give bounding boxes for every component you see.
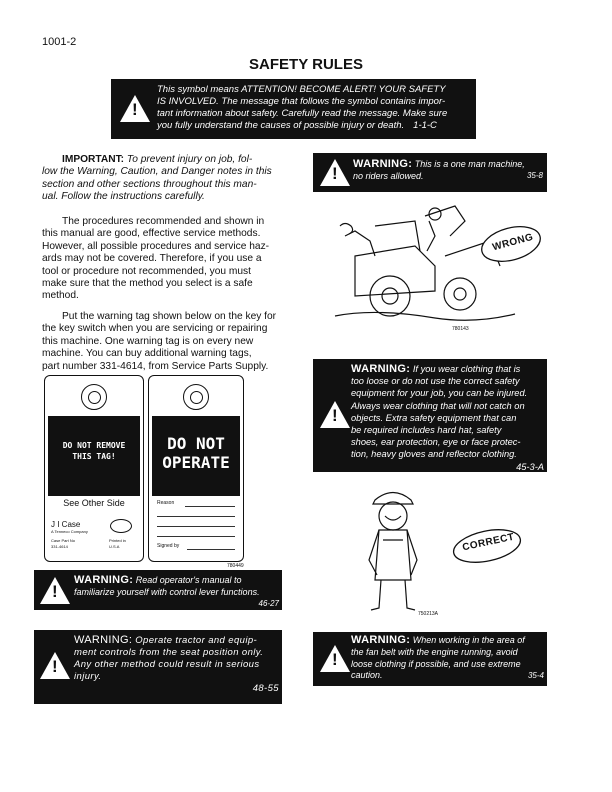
fig-wrong-code: 780143	[452, 326, 469, 332]
tag-reason-label: Reason	[157, 500, 175, 506]
warning-clothing-line: be required includes hard hat, safety	[351, 425, 502, 436]
tag-front-band	[48, 416, 140, 496]
tag-front-band-text: DO NOT REMOVE	[62, 441, 126, 450]
procedures-line: tool or procedure not recommended, you must	[42, 265, 251, 277]
warning-code: 45-3-A	[516, 461, 544, 472]
tag-part-label: Case Part No	[51, 538, 76, 543]
tag-reason-line	[185, 506, 235, 507]
important-note	[42, 154, 280, 204]
warning-operate-line: Operate tractor and equip-	[135, 635, 258, 646]
tag-company-sub: A Tenneco Company	[51, 529, 88, 534]
warning-label: WARNING:	[351, 634, 411, 646]
symbol-code: 1-1-C	[413, 120, 437, 131]
warning-triangle-icon: !	[320, 645, 350, 672]
tag-hole-icon	[81, 384, 107, 410]
warning-clothing-box	[313, 359, 547, 472]
tag-paragraph	[42, 311, 280, 373]
symbol-line: you fully understand the causes of possible injury or death. 1-1-C	[157, 120, 437, 131]
warning-manual-line: Read operator's manual to	[135, 575, 242, 585]
warning-label: WARNING:	[351, 363, 411, 375]
page-title: SAFETY RULES	[249, 56, 363, 73]
procedures-line: ards may not be covered. Therefore, if you use a	[42, 253, 262, 265]
tag-line	[157, 526, 235, 527]
warning-fanbelt-line: When working in the area of	[412, 635, 525, 645]
warning-fanbelt-line: the fan belt with the engine running, avoid	[351, 646, 518, 657]
procedures-line: The procedures recommended and shown in	[62, 216, 265, 227]
warning-operate-line: injury.	[74, 671, 102, 682]
warning-clothing-line: equipment for your job, you can be injured.	[351, 388, 528, 399]
procedures-line: method.	[42, 290, 79, 302]
symbol-explanation-box	[111, 79, 476, 139]
tag-line: this machine. One warning tag is on every new	[42, 335, 254, 347]
tag-line: machine. You can buy additional warning tags,	[42, 348, 252, 360]
warning-triangle-icon: !	[40, 577, 70, 604]
tag-back-band	[152, 416, 240, 496]
fig-tags-code: 780449	[227, 563, 244, 569]
correct-label: CORRECT	[461, 531, 516, 554]
tag-line: part number 331-4614, from Service Parts Supply.	[42, 360, 269, 372]
fig-correct-code: 750213A	[418, 611, 439, 617]
warning-clothing-line: objects. Extra safety equipment that can	[351, 412, 517, 423]
warning-manual-box	[34, 570, 282, 610]
warning-operate-line: ment controls from the seat position only.	[74, 647, 264, 658]
important-label: IMPORTANT:	[62, 154, 125, 165]
warning-code: 35-8	[526, 171, 543, 180]
procedures-line: However, all possible procedures and service haz-	[42, 240, 270, 252]
warning-code: 48-55	[252, 683, 279, 694]
warning-riders-line: This is a one man machine,	[414, 159, 525, 169]
warning-triangle-icon: !	[320, 401, 350, 428]
tag-company: J I Case	[51, 520, 81, 529]
procedures-line: make sure that the method you select is a safe	[42, 278, 253, 290]
warning-triangle-icon: !	[40, 652, 70, 679]
warning-clothing-line: If you wear clothing that is	[412, 364, 521, 374]
warning-operate-box	[34, 630, 282, 704]
important-line: ual. Follow the instructions carefully.	[42, 191, 205, 203]
warning-triangle-icon: !	[320, 159, 350, 186]
important-line: low the Warning, Caution, and Danger notes in this	[42, 166, 272, 178]
correct-illustration	[355, 480, 535, 615]
warning-clothing-line: tion, heavy gloves and reflector clothing.	[351, 449, 517, 460]
warning-fanbelt-box	[313, 632, 547, 686]
tag-signed-label: Signed by	[157, 543, 180, 549]
tag-line	[157, 536, 235, 537]
warning-clothing-line: Always wear clothing that will not catch on	[351, 400, 525, 411]
wrong-label: WRONG	[491, 231, 535, 254]
wrong-illustration	[315, 196, 547, 334]
see-other-side: See Other Side	[63, 498, 125, 508]
warning-clothing-line: too loose or do not use the correct safety	[351, 376, 520, 387]
warning-code: 35-4	[527, 671, 544, 681]
tag-printed-label: Printed in	[109, 538, 126, 543]
procedures-paragraph	[42, 216, 280, 303]
warning-label: WARNING:	[353, 158, 413, 170]
tag-line	[157, 516, 235, 517]
procedures-line: this manual are good, effective service methods.	[42, 228, 261, 240]
warning-code: 46-27	[258, 599, 279, 608]
tag-line: Put the warning tag shown below on the key for	[62, 311, 277, 322]
important-line: To prevent injury on job, fol-	[126, 154, 253, 165]
tag-back-band-text: OPERATE	[162, 453, 230, 472]
tag-part-number: 331-4614	[51, 544, 68, 549]
symbol-line: IS INVOLVED. The message that follows the symbol contains impor-	[157, 96, 446, 107]
symbol-line: This symbol means ATTENTION! BECOME ALERT! YOUR SAFETY	[157, 84, 446, 95]
tag-signed-line	[187, 549, 235, 550]
important-line: section and other sections throughout this man-	[42, 178, 257, 190]
tag-printed-country: U.S.A	[109, 544, 120, 549]
warning-tag-back	[148, 375, 244, 562]
case-logo-icon	[110, 519, 132, 533]
warning-clothing-line: shoes, ear protection, eye or face protec-	[351, 437, 521, 448]
warning-riders-box	[313, 153, 547, 192]
page-number: 1001-2	[42, 36, 77, 48]
symbol-line: tant information about safety. Carefully read the message. Make sure	[157, 108, 448, 119]
tag-line: the key switch when you are servicing or repairing	[42, 323, 268, 335]
warning-triangle-icon: !	[120, 95, 150, 122]
warning-label: WARNING:	[74, 634, 133, 646]
tag-hole-icon	[183, 384, 209, 410]
warning-fanbelt-line: loose clothing if possible, and use extreme	[351, 658, 521, 669]
warning-label: WARNING:	[74, 574, 134, 586]
warning-riders-line: no riders allowed.	[353, 171, 424, 181]
warning-operate-line: Any other method could result in serious	[74, 659, 260, 670]
tag-back-band-text: DO NOT	[167, 434, 225, 453]
warning-tag-front	[44, 375, 144, 562]
symbol-explanation-text	[157, 84, 475, 132]
warning-manual-line: familiarize yourself with control lever functions.	[74, 587, 260, 597]
tag-front-band-text: THIS TAG!	[72, 452, 116, 461]
warning-fanbelt-line: caution.	[351, 670, 383, 681]
